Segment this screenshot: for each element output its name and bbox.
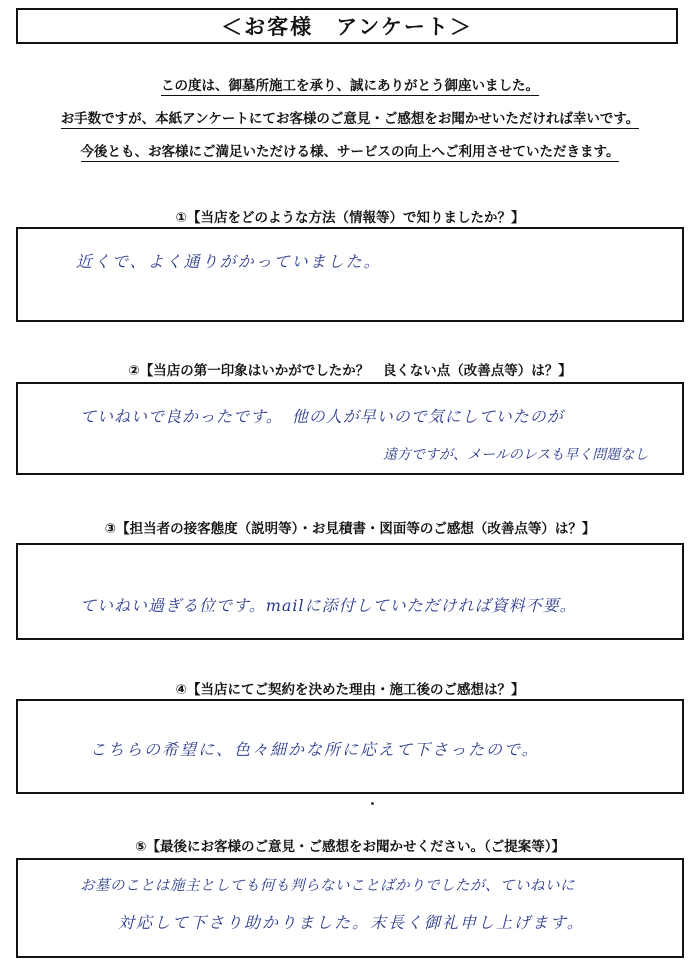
question-4-label: ④【当店にてご契約を決めた理由・施工後のご感想は？】 bbox=[175, 682, 525, 698]
answer-5-line-1: お墓のことは施主としても何も判らないことばかりでしたが、ていねいに bbox=[80, 878, 575, 894]
intro-line-3 bbox=[0, 143, 700, 161]
intro-text-1: この度は、御墓所施工を承り、誠にありがとう御座いました。 bbox=[161, 78, 539, 94]
answer-5-box bbox=[16, 858, 684, 958]
stray-mark bbox=[371, 802, 374, 805]
question-3-label: ③【担当者の接客態度（説明等）・お見積書・図面等のご感想（改善点等）は？】 bbox=[104, 521, 596, 537]
intro-text-2: お手数ですが、本紙アンケートにてお客様のご意見・ご感想をお聞かせいただければ幸いです。 bbox=[60, 111, 640, 127]
intro-line-1 bbox=[0, 77, 700, 95]
question-2-label: ②【当店の第一印象はいかがでしたか？ 良くない点（改善点等）は？】 bbox=[128, 363, 572, 379]
answer-2-box bbox=[16, 382, 684, 475]
survey-title: ＜お客様 アンケート＞ bbox=[16, 8, 678, 44]
answer-3-box bbox=[16, 543, 684, 640]
answer-1-line-1: 近くで、よく通りがかっていました。 bbox=[76, 252, 382, 271]
answer-3-line-1: ていねい過ぎる位です。mailに添付していただければ資料不要。 bbox=[80, 596, 577, 615]
answer-2-line-2: 遠方ですが、メールのレスも早く問題なし bbox=[383, 447, 649, 463]
answer-2-line-1: ていねいで良かったです。 他の人が早いので気にしていたのが bbox=[80, 407, 564, 426]
answer-4-line-1: こちらの希望に、色々細かな所に応えて下さったので。 bbox=[90, 740, 540, 759]
answer-1-box bbox=[16, 227, 684, 322]
question-5-label: ⑤【最後にお客様のご意見・ご感想をお聞かせください。（ご提案等）】 bbox=[135, 839, 565, 855]
answer-4-box bbox=[16, 699, 684, 794]
question-1-label: ①【当店をどのような方法（情報等）で知りましたか？】 bbox=[175, 210, 525, 226]
answer-5-line-2: 対応して下さり助かりました。末長く御礼申し上げます。 bbox=[118, 913, 585, 932]
intro-line-2 bbox=[0, 110, 700, 128]
intro-text-3: 今後とも、お客様にご満足いただける様、サービスの向上へご利用させていただきます。 bbox=[80, 144, 620, 160]
